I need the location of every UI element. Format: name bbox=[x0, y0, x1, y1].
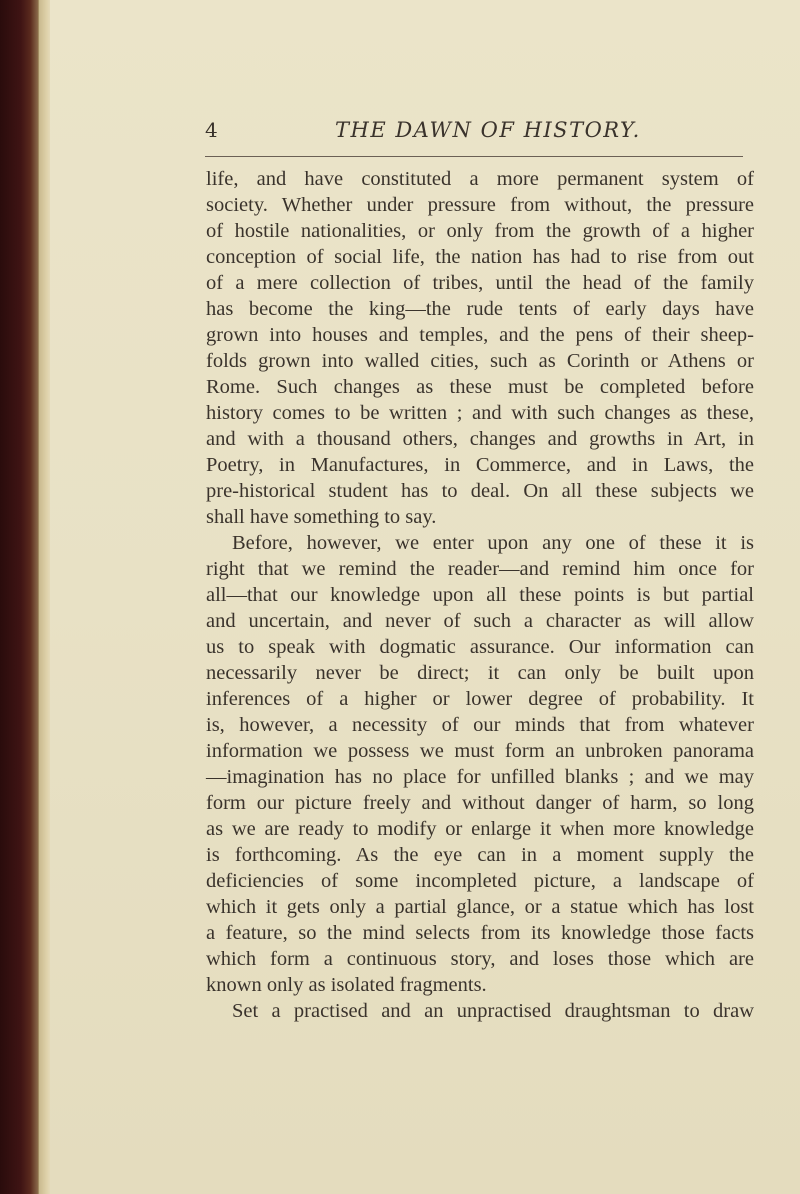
body-text bbox=[206, 166, 754, 1024]
text-line: which it gets only a partial glance, or a statue which has lost bbox=[206, 896, 754, 918]
text-line: has become the king—the rude tents of early days have bbox=[206, 298, 754, 320]
text-line: shall have something to say. bbox=[206, 506, 437, 528]
text-line: as we are ready to modify or enlarge it when more knowledge bbox=[206, 818, 754, 840]
text-line: folds grown into walled cities, such as Corinth or Athens or bbox=[206, 350, 754, 372]
page-number: 4 bbox=[205, 118, 218, 142]
text-line: —imagination has no place for unfilled blanks ; and we may bbox=[206, 766, 754, 788]
text-line: inferences of a higher or lower degree of probability. It bbox=[206, 688, 754, 710]
text-line: us to speak with dogmatic assurance. Our information can bbox=[206, 636, 754, 658]
text-line: which form a continuous story, and loses those which are bbox=[206, 948, 754, 970]
text-line: is forthcoming. As the eye can in a moment supply the bbox=[206, 844, 754, 866]
text-line: right that we remind the reader—and remind him once for bbox=[206, 558, 754, 580]
text-line: is, however, a necessity of our minds that from whatever bbox=[206, 714, 754, 736]
text-line: a feature, so the mind selects from its knowledge those facts bbox=[206, 922, 754, 944]
text-line: necessarily never be direct; it can only be built upon bbox=[206, 662, 754, 684]
running-title: THE DAWN OF HISTORY. bbox=[335, 118, 641, 142]
text-line: pre-historical student has to deal. On all these subjects we bbox=[206, 480, 754, 502]
book-binding bbox=[0, 0, 38, 1194]
text-line: grown into houses and temples, and the pens of their sheep- bbox=[206, 324, 754, 346]
text-line: deficiencies of some incompleted picture, a landscape of bbox=[206, 870, 754, 892]
text-line: conception of social life, the nation has had to rise from out bbox=[206, 246, 754, 268]
text-line: and with a thousand others, changes and growths in Art, in bbox=[206, 428, 754, 450]
text-line: known only as isolated fragments. bbox=[206, 974, 487, 996]
text-line: form our picture freely and without danger of harm, so long bbox=[206, 792, 754, 814]
text-line: Rome. Such changes as these must be completed before bbox=[206, 376, 754, 398]
text-line: of a mere collection of tribes, until the head of the family bbox=[206, 272, 754, 294]
text-line: Poetry, in Manufactures, in Commerce, and in Laws, the bbox=[206, 454, 754, 476]
text-line: all—that our knowledge upon all these points is but partial bbox=[206, 584, 754, 606]
text-line: of hostile nationalities, or only from the growth of a higher bbox=[206, 220, 754, 242]
text-line: and uncertain, and never of such a character as will allow bbox=[206, 610, 754, 632]
header-rule bbox=[205, 156, 743, 157]
text-line: history comes to be written ; and with such changes as these, bbox=[206, 402, 754, 424]
text-line: life, and have constituted a more permanent system of bbox=[206, 168, 754, 190]
text-line: information we possess we must form an unbroken panorama bbox=[206, 740, 754, 762]
text-line: Before, however, we enter upon any one of these it is bbox=[232, 532, 754, 554]
text-line: society. Whether under pressure from without, the pressure bbox=[206, 194, 754, 216]
text-line: Set a practised and an unpractised draughtsman to draw bbox=[232, 1000, 754, 1022]
running-head bbox=[155, 118, 755, 148]
